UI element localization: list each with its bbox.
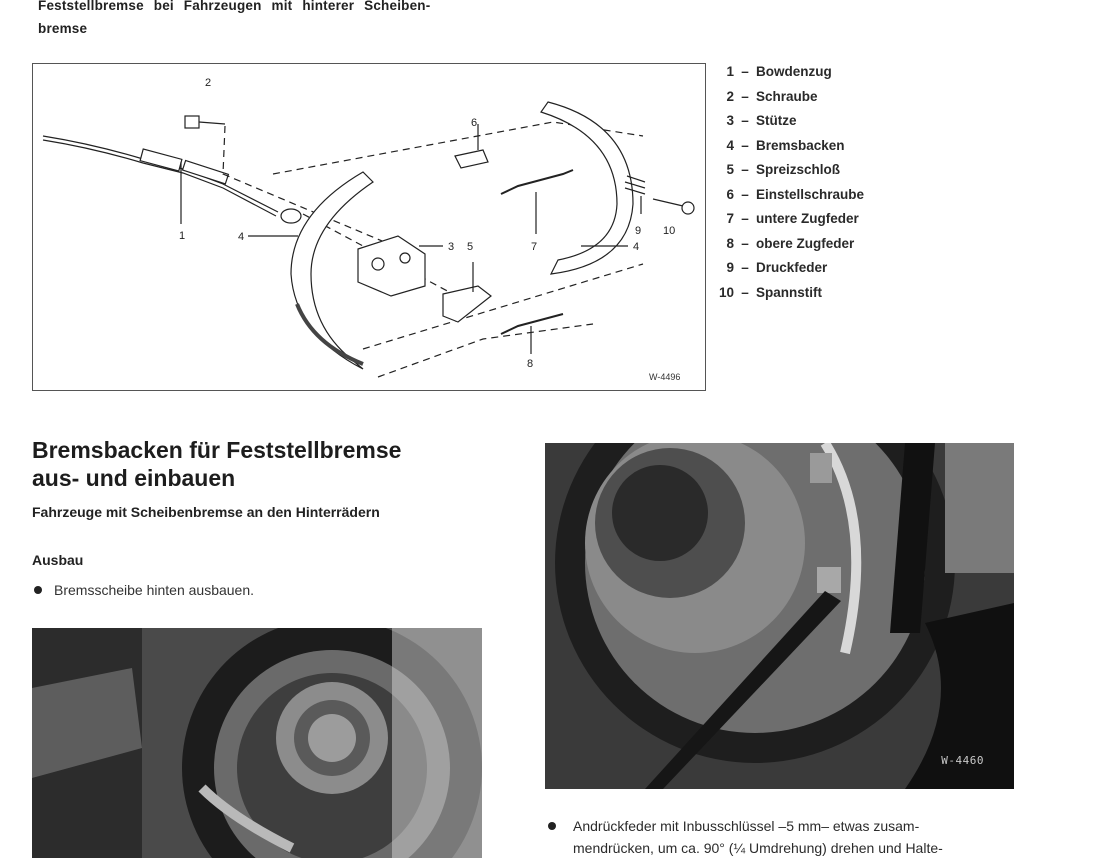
callout-3: 3 [448,241,455,253]
legend-dash: – [741,137,749,153]
section-title-line-1: Bremsbacken für Feststellbremse [32,437,402,463]
instruction-line-1: Andrückfeder mit Inbusschlüssel –5 mm– etwas zusam- [573,818,920,834]
bullet-icon [548,822,556,830]
legend-label: Spannstift [756,284,822,300]
legend-dash: – [741,113,749,128]
legend-item [718,158,958,183]
section-title-line-2: aus- und einbauen [32,465,236,491]
legend-item [718,232,958,257]
legend-number: 3 [726,113,734,128]
legend-item [718,207,958,232]
legend-item [718,85,958,110]
legend-number: 5 [726,162,734,177]
adjuster-part [455,150,488,168]
instruction-line-2: mendrücken, um ca. 90° (¼ Umdrehung) drehen und Halte- [573,840,943,856]
subheading-ausbau: Ausbau [32,552,84,568]
step-1 [32,582,254,598]
legend-dash: – [741,88,749,104]
legend-item [718,109,958,134]
legend-item [718,256,958,281]
callout-10: 10 [663,225,676,237]
figure-caption [38,0,498,40]
legend-dash: – [741,235,749,251]
callout-9: 9 [635,225,642,237]
legend-number: 4 [726,137,734,153]
photo-brake-disc-left [32,628,482,858]
legend-number: 9 [726,260,734,275]
legend-number: 10 [718,284,734,300]
legend-dash: – [741,186,749,202]
legend-item [718,183,958,208]
exploded-diagram [32,63,706,391]
callout-7: 7 [531,241,538,253]
legend-dash: – [741,211,749,226]
figure-code: W-4496 [649,372,681,382]
legend-label: Spreizschloß [756,162,841,177]
legend-item [718,134,958,159]
legend-label: Druckfeder [756,260,828,275]
upper-spring-part [501,314,563,334]
callout-8: 8 [527,358,534,370]
legend-item [718,60,958,85]
legend-number: 7 [726,211,734,226]
bowden-cable-part [43,136,278,212]
legend-dash: – [741,284,749,300]
step-1-text: Bremsscheibe hinten ausbauen. [54,582,255,598]
legend-label: Schraube [756,88,818,104]
legend-dash: – [741,162,749,177]
bolt-part [185,116,199,128]
section-subtitle: Fahrzeuge mit Scheibenbremse an den Hinterrädern [32,504,380,520]
parts-legend [718,60,958,305]
lower-spring-part [501,170,573,194]
legend-label: untere Zugfeder [756,211,859,226]
legend-label: obere Zugfeder [756,235,855,251]
legend-label: Bremsbacken [756,137,845,153]
pin-part [653,199,683,206]
photo-hex-key-spring [545,443,1014,789]
legend-number: 2 [726,88,734,104]
legend-item [718,281,958,306]
legend-dash: – [741,260,749,275]
legend-label: Einstellschraube [756,186,865,202]
legend-number: 6 [726,186,734,202]
legend-label: Stütze [756,113,797,128]
caption-line-1: Feststellbremse bei Fahrzeugen mit hinterer Scheiben- [38,0,431,13]
legend-number: 1 [726,64,734,79]
callout-4-right: 4 [633,241,640,253]
support-part [358,236,425,296]
callout-6: 6 [471,117,478,129]
instruction-paragraph [548,815,1022,859]
legend-number: 8 [726,235,734,251]
section-title [32,436,492,492]
callout-5: 5 [467,241,474,253]
callout-1: 1 [179,230,186,242]
brake-shoe-right [541,102,633,274]
legend-dash: – [741,64,749,79]
callout-2: 2 [205,77,212,89]
photo-code: W-4460 [941,754,984,767]
callout-4-left: 4 [238,231,245,243]
legend-label: Bowdenzug [756,64,832,79]
caption-line-2: bremse [38,21,88,36]
diagram-drawing [33,64,705,390]
expander-part [443,286,491,322]
bullet-icon [34,586,42,594]
